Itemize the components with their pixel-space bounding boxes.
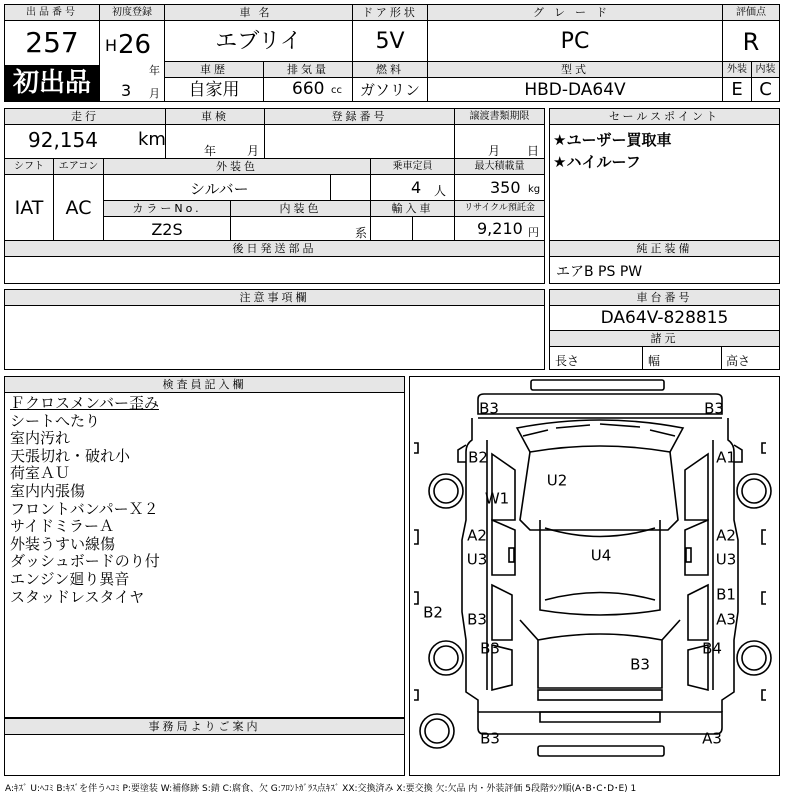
capacity-unit: 人 bbox=[434, 184, 447, 198]
chassis-label: 車台番号 bbox=[549, 289, 780, 306]
ext-color: シルバー bbox=[190, 180, 249, 198]
car-name-label: 車名 bbox=[164, 4, 353, 21]
exterior-grade: E bbox=[722, 77, 752, 102]
registration-cell bbox=[264, 124, 455, 159]
inspector-note: 外装うすい線傷 bbox=[10, 534, 116, 553]
damage-mark: B3 bbox=[704, 399, 724, 418]
damage-mark: B4 bbox=[702, 639, 722, 658]
max-load-unit: kg bbox=[528, 184, 541, 195]
caution-label: 注意事項欄 bbox=[4, 289, 545, 306]
height-label: 高さ bbox=[726, 354, 751, 368]
displacement-unit: cc bbox=[331, 85, 342, 96]
year-unit: 年 bbox=[149, 64, 160, 77]
import-cell-a bbox=[370, 216, 413, 241]
inspector-note: シートへたり bbox=[10, 411, 101, 430]
damage-mark: B3 bbox=[467, 610, 487, 629]
door-label: ドア形状 bbox=[352, 4, 428, 21]
inspection-year-unit: 年 bbox=[204, 144, 217, 158]
registration-label: 登録番号 bbox=[264, 108, 455, 125]
color-no-label: カラーNo. bbox=[103, 200, 231, 217]
ac: AC bbox=[53, 174, 104, 241]
mileage: 92,154 bbox=[28, 128, 98, 152]
transfer-day-unit: 日 bbox=[527, 144, 540, 158]
later-parts-cell bbox=[4, 256, 545, 284]
sales-point: ★ユーザー買取車 bbox=[553, 131, 672, 149]
inspection-label: 車検 bbox=[165, 108, 265, 125]
fuel: ガソリン bbox=[352, 77, 428, 102]
damage-mark: A3 bbox=[702, 729, 722, 748]
int-color-cell bbox=[230, 216, 371, 241]
recycle-label: リサイクル預託金 bbox=[454, 200, 545, 217]
damage-mark: A3 bbox=[716, 610, 736, 629]
inspector-note: 天張切れ・破れ小 bbox=[10, 446, 131, 465]
inspector-note: 室内内張傷 bbox=[10, 481, 86, 500]
mileage-label: 走行 bbox=[4, 108, 166, 125]
exterior-label: 外装 bbox=[722, 61, 752, 78]
length-label: 長さ bbox=[555, 354, 580, 368]
inspector-note: Ｆクロスメンバー歪み bbox=[10, 394, 159, 412]
transfer-label: 譲渡書類期限 bbox=[454, 108, 545, 125]
width-label: 幅 bbox=[648, 354, 661, 368]
month-unit: 月 bbox=[149, 87, 160, 100]
damage-mark: A2 bbox=[467, 526, 487, 545]
chassis-number: DA64V-828815 bbox=[549, 305, 780, 331]
capacity: 4 bbox=[411, 178, 422, 197]
damage-mark: B3 bbox=[480, 729, 500, 748]
displacement: 660 bbox=[292, 79, 325, 99]
first-entry-badge: 初出品 bbox=[5, 66, 99, 101]
first-reg-label: 初度登録 bbox=[99, 4, 165, 21]
office-cell bbox=[4, 734, 405, 776]
color-no: Z2S bbox=[103, 216, 231, 241]
fuel-label: 燃料 bbox=[352, 61, 428, 78]
spec-label: 諸元 bbox=[549, 330, 780, 347]
reg-month: 3 bbox=[121, 81, 132, 100]
damage-mark: B2 bbox=[423, 603, 443, 622]
sales-label: セールスポイント bbox=[549, 108, 780, 125]
shift: IAT bbox=[4, 174, 54, 241]
damage-mark: U3 bbox=[715, 550, 737, 569]
inspection-month-unit: 月 bbox=[247, 144, 260, 158]
damage-mark: W1 bbox=[484, 489, 510, 508]
lot-number-label: 出品番号 bbox=[4, 4, 100, 21]
int-color-label: 内装色 bbox=[230, 200, 371, 217]
max-load-label: 最大積載量 bbox=[454, 158, 545, 175]
inspector-notes bbox=[10, 395, 160, 606]
damage-mark: B3 bbox=[630, 655, 650, 674]
damage-mark: B3 bbox=[479, 399, 499, 418]
import-cell-b bbox=[412, 216, 455, 241]
inspector-note: ダッシュボードのり付 bbox=[10, 552, 160, 571]
lot-number: 257 bbox=[4, 20, 100, 66]
car-diagram bbox=[409, 376, 780, 776]
ext-color-label: 外装色 bbox=[103, 158, 371, 175]
car-name: エブリイ bbox=[164, 20, 353, 62]
sales-point: ★ハイルーフ bbox=[553, 153, 641, 171]
damage-mark: A1 bbox=[716, 448, 736, 467]
score-label: 評価点 bbox=[722, 4, 780, 21]
damage-mark: A2 bbox=[716, 526, 736, 545]
caution-cell bbox=[4, 305, 545, 370]
damage-legend: A:ｷｽﾞ U:ﾍｺﾐ B:ｷｽﾞを伴うﾍｺﾐ P:要塗装 W:補修跡 S:錆 C:腐食、欠 G:ﾌﾛﾝﾄｶﾞﾗｽ点ｷｽﾞ XX:交換済み X:要交換 欠:欠品 内・外装評価 5段階ﾗﾝｸ順(A･B･C･D･E) 1 bbox=[5, 784, 637, 794]
interior-label: 内装 bbox=[751, 61, 780, 78]
history: 自家用 bbox=[164, 77, 264, 102]
history-label: 車歴 bbox=[164, 61, 264, 78]
transfer-month-unit: 月 bbox=[488, 144, 501, 158]
office-label: 事務局よりご案内 bbox=[4, 718, 405, 735]
grade: PC bbox=[427, 20, 723, 62]
inspector-label: 検査員記入欄 bbox=[4, 376, 405, 393]
inspector-note: サイドミラーＡ bbox=[10, 517, 114, 536]
import-label: 輸入車 bbox=[370, 200, 455, 217]
equipment-label: 純正装備 bbox=[549, 240, 780, 257]
later-parts-label: 後日発送部品 bbox=[4, 240, 545, 257]
ext-color-extra bbox=[330, 174, 371, 201]
damage-mark: B1 bbox=[716, 585, 736, 604]
damage-mark: U3 bbox=[466, 550, 488, 569]
capacity-label: 乗車定員 bbox=[370, 158, 455, 175]
recycle-unit: 円 bbox=[528, 226, 539, 239]
ac-label: エアコン bbox=[53, 158, 104, 175]
shift-label: シフト bbox=[4, 158, 54, 175]
inspector-note: 室内汚れ bbox=[10, 429, 71, 448]
door-type: 5V bbox=[352, 20, 428, 62]
inspector-note: スタッドレスタイヤ bbox=[10, 587, 145, 606]
recycle: 9,210 bbox=[477, 219, 523, 238]
displacement-label: 排気量 bbox=[263, 61, 353, 78]
mileage-unit: km bbox=[138, 129, 166, 150]
model-label: 型式 bbox=[427, 61, 723, 78]
damage-mark: B3 bbox=[480, 639, 500, 658]
int-color-suffix: 系 bbox=[355, 226, 368, 240]
score: R bbox=[722, 20, 780, 62]
inspector-note: エンジン廻り異音 bbox=[10, 569, 130, 588]
equipment: エアB PS PW bbox=[556, 264, 643, 280]
reg-year: 26 bbox=[118, 30, 152, 60]
damage-mark: B2 bbox=[468, 448, 488, 467]
damage-mark: U4 bbox=[590, 546, 612, 565]
inspector-note: フロントバンパーＸ２ bbox=[10, 499, 159, 518]
damage-mark: U2 bbox=[546, 471, 568, 490]
grade-label: グレード bbox=[427, 4, 723, 21]
era: H bbox=[105, 36, 118, 55]
model: HBD-DA64V bbox=[427, 77, 723, 102]
inspector-note: 荷室ＡＵ bbox=[10, 464, 71, 483]
interior-grade: C bbox=[751, 77, 780, 102]
max-load: 350 bbox=[490, 178, 521, 197]
